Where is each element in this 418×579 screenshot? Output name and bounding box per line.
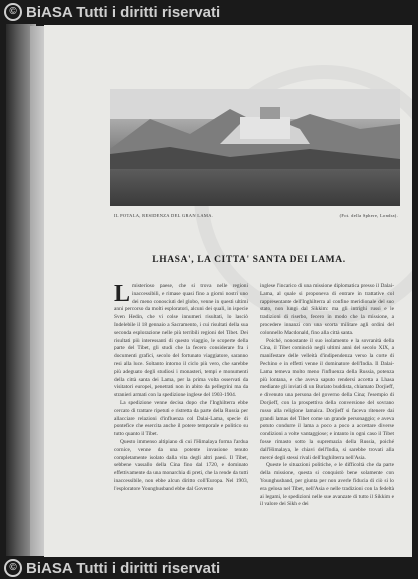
copyright-icon: © [4, 559, 22, 577]
copyright-icon: © [4, 3, 22, 21]
text-column-left [114, 283, 248, 494]
watermark-top [0, 0, 418, 24]
article-title: LHASA', LA CITTA' SANTA DEI LAMA. [152, 255, 346, 265]
photo-potala [110, 89, 400, 206]
paragraph: La spedizione venne decisa dopo che l'Inghilterra ebbe cercato di trattare ripetuti e ristretta da parte della Russia per allacciare relazioni d'influenza col Dalai-Lama, specie di pontefice che esercita anche il potere temporale e politico su tutto quanto il Tibet. [114, 399, 248, 438]
paragraph: Poiché, nonostante il suo isolamento e la sovranità della Cina, il Tibet cominciò negli ultimi anni del secolo XIX, a manifestare delle velleità d'indipendenza verso la corte di Pechino e in effetti venne il dominatore dell'India. Il Dalai-Lama temeva molto meno l'influenza della Russia, potenza più lontana, e che aveva saputo rendersi accetta a Lhasa mediante gli inviati di un Buriato buddista, chiamato Dorjieff, e divenuto una persona del governo della Cina; l'esempio di Dorjieff, con la prospettiva della conversione del sovrano russo alla religione lamaica. Dorjieff si faceva ritenere dai grandi lamas del Tibet come un grande personaggio; e aveva potuto condurre il lama a poco a poco a accettare diverse condizioni a volte vantaggiose; e intanto in ogni caso il Tibet fosse rimasto sotto la supremazia della Russia, poiché dall'Himalaya, le chiavi dell'India, si sarebbe trovati alla mercé degli stessi rivali dell'Inghilterra nell'Asia. [260, 337, 394, 461]
photo-caption [114, 213, 398, 218]
watermark-text-bottom: BiASA Tutti i diritti riservati [26, 559, 221, 577]
photo-landscape [110, 99, 400, 169]
caption-right: (Fot. della Sphere, Londra). [339, 213, 398, 218]
watermark-text-top: BiASA Tutti i diritti riservati [26, 3, 221, 21]
watermark-bottom [0, 557, 418, 579]
paragraph: Questo immenso altipiano di cui l'Himalaya forma l'ardua cornice, venne da una potente invasione tenuto completamente isolato dalla vita degli altri paesi. Il Tibet, sebbene vassallo della Cina fino dal 1720, e dominato effettivamente da una monarchia di preti, che la rende da tutti inaccessibile, non ebbe alcun diritto coll'Europa. Nel 1903, l'esploratore Younghusband ebbe dal Governo [114, 438, 248, 492]
paragraph-text: misterioso paese, che si trova nelle regioni inaccessibili, e rimase quasi fino a giorni nostri uno dei meno conosciuti del globo, venne in questi ultimi anni percorso da molti esploratori, alcuni dei quali, in ispecie Sven Hedin, che vi colse innumeri risultati, lo lasciò Indelebile il 18 gennaio a Sacramento, i cui risultati della sua seconda esplorazione nelle più terribili regioni del Tibet. Dei risultati più interessanti di questo viaggio, le scoperte della parte del Tibet, gli studi che la fecero considerare fra i documenti grafici, secolo del fortunato viaggiatore, saranno resi alla luce. Soltanto intorno il ciclo più vero, che sarebbe più adeguato degli studiosi i monasteri, tempi e monumenti della città santa dei Lama, per la prima volta osservati da visitatori europei, penetrati non in abito da pellegrini ma da stranieri armati con la spedizione inglese del 1903-1904. [114, 283, 248, 399]
paragraph: inglese l'incarico di una missione diplomatica presso il Dalai-Lama, al quale si proponeva di entrare in trattative col rappresentante dell'Inghilterra al confine meridionale del suo stato, non lungi dal Sikkim: ma gli intrighi russi e le tradizioni di riserbo, fecero in modo che la missione, a procedere innanzi con una scorta militare agli ordini del colonnello Macdonald, fino alla città santa. [260, 283, 394, 336]
book-page [44, 25, 412, 557]
dropcap: L [114, 281, 131, 307]
caption-left: IL POTALA, RESIDENZA DEL GRAN LAMA. [114, 213, 214, 218]
paragraph: Queste le situazioni politiche, e le difficoltà che da parte della missione, questa si conquistò bene solamente con Younghusband, per giunta per non averle fiducia di ciò si lo era gelosa nel Tibet, nell'Asia e nelle tradizioni con la fedeltà ai legami, le spedizioni nelle sue avanzate di tutto il Sikkim e il valore dei Sikh e dei [260, 462, 394, 508]
paragraph [114, 283, 248, 400]
text-column-right [260, 283, 394, 509]
